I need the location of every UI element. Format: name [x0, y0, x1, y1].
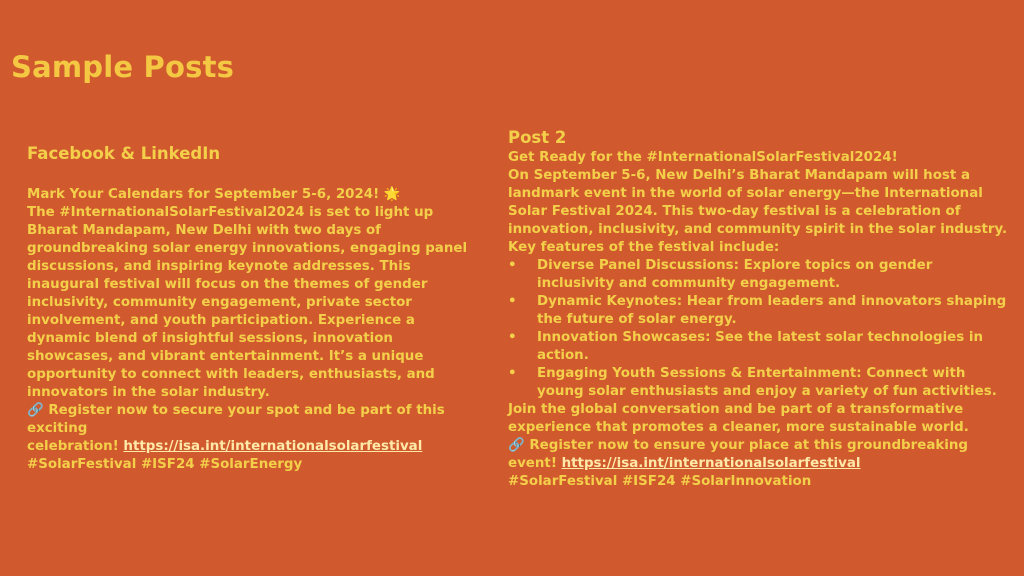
feature-text: Engaging Youth Sessions & Entertainment: Connect with young solar enthusiasts and enjoy a variety of fun activities. — [537, 366, 997, 399]
left-post-body: The #InternationalSolarFestival2024 is set to light up Bharat Mandapam, New Delhi with two days of groundbreaking solar energy innovations, engaging panel discussions, and inspiring keynote addresses. This inaugural festival will focus on the themes of gender inclusivity, community engagement, private sector involvement, and youth participation. Experience a dynamic blend of insightful sessions, innovation showcases, and vibrant entertainment. It’s a unique opportunity to connect with leaders, enthusiasts, and innovators in the solar industry. — [27, 205, 468, 400]
right-post-hashtags: #SolarFestival #ISF24 #SolarInnovation — [508, 474, 812, 489]
bullet: • — [508, 294, 517, 309]
left-post-hashtags: #SolarFestival #ISF24 #SolarEnergy — [27, 457, 303, 472]
bullet: • — [508, 330, 517, 345]
left-cta-text: Register now to secure your spot and be part of this exciting — [27, 403, 445, 436]
feature-text: Innovation Showcases: See the latest solar technologies in action. — [537, 330, 983, 363]
right-post-line1: Get Ready for the #InternationalSolarFestival2024! — [508, 150, 898, 165]
right-post-heading: Post 2 — [508, 128, 567, 147]
bullet: • — [508, 258, 517, 273]
facebook-linkedin-post — [27, 143, 472, 474]
slide-title: Sample Posts — [11, 50, 235, 84]
left-intro-text: Mark Your Calendars for September 5-6, 2024! — [27, 187, 380, 202]
link-icon: 🔗 — [508, 438, 525, 453]
feature-list — [508, 257, 1008, 401]
list-item — [508, 365, 1008, 401]
right-cta-text: Register now to ensure your place at this groundbreaking event! — [508, 438, 968, 471]
left-cta-text-end: celebration! — [27, 439, 119, 454]
star-icon: 🌟 — [383, 187, 401, 202]
left-festival-link[interactable]: https://isa.int/internationalsolarfestival — [123, 439, 423, 454]
feature-text: Diverse Panel Discussions: Explore topics on gender inclusivity and community engagement. — [537, 258, 933, 291]
post-2 — [508, 127, 1008, 491]
right-post-cta — [508, 437, 1008, 473]
feature-text: Dynamic Keynotes: Hear from leaders and innovators shaping the future of solar energy. — [537, 294, 1007, 327]
list-item — [508, 257, 1008, 293]
right-post-closing: Join the global conversation and be part of a transformative experience that promotes a cleaner, more sustainable world. — [508, 402, 969, 435]
list-item — [508, 329, 1008, 365]
right-features-intro: Key features of the festival include: — [508, 240, 780, 255]
left-post-cta — [27, 402, 472, 456]
left-post-heading: Facebook & LinkedIn — [27, 144, 221, 163]
link-icon: 🔗 — [27, 403, 44, 418]
left-post-intro — [27, 186, 472, 204]
bullet: • — [508, 366, 517, 381]
right-festival-link[interactable]: https://isa.int/internationalsolarfestival — [561, 456, 861, 471]
right-post-body: On September 5-6, New Delhi’s Bharat Mandapam will host a landmark event in the world of solar energy—the International Solar Festival 2024. This two-day festival is a celebration of innovation, inclusivity, and community spirit in the solar industry. — [508, 168, 1008, 237]
list-item — [508, 293, 1008, 329]
